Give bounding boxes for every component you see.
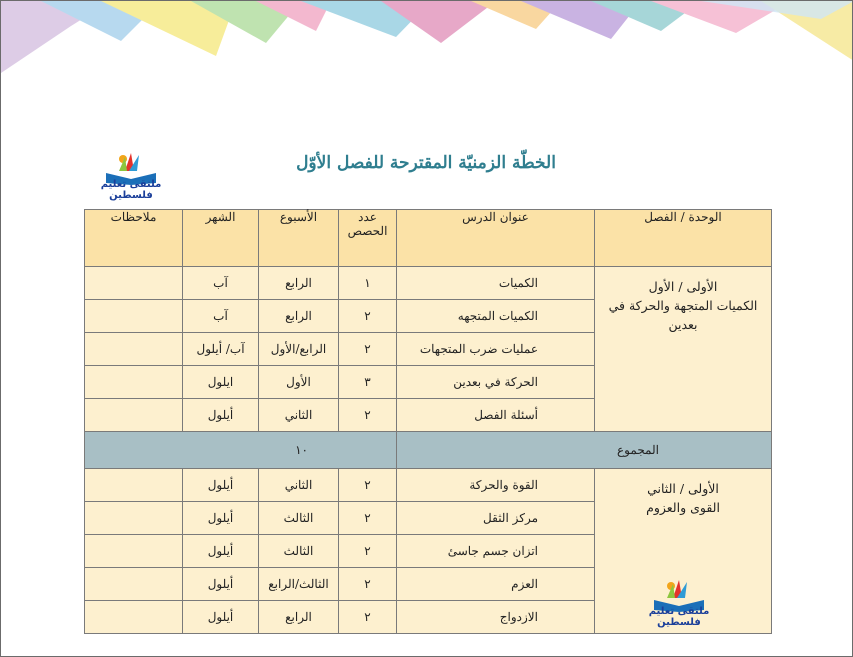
month-cell: أيلول — [183, 399, 259, 432]
lesson-cell: الازدواج — [397, 601, 595, 634]
header-count-line1: عدد — [358, 210, 377, 224]
month-cell: آب/ أيلول — [183, 333, 259, 366]
lesson-cell: الحركة في بعدين — [397, 366, 595, 399]
week-cell: الرابع — [259, 300, 339, 333]
schedule-table — [84, 209, 772, 634]
total-label: المجموع — [397, 432, 772, 469]
unit2-line1: الأولى / الثاني — [647, 481, 719, 496]
week-cell: الثالث — [259, 502, 339, 535]
notes-cell — [85, 469, 183, 502]
week-cell: الثاني — [259, 399, 339, 432]
unit1-line1: الأولى / الأول — [648, 279, 718, 294]
table-row — [85, 469, 772, 502]
count-cell: ٢ — [339, 300, 397, 333]
notes-cell — [85, 399, 183, 432]
notes-cell — [85, 568, 183, 601]
notes-cell — [85, 333, 183, 366]
total-row — [85, 432, 772, 469]
lesson-cell: اتزان جسم جاسئ — [397, 535, 595, 568]
header-week: الأسبوع — [259, 210, 339, 267]
month-cell: أيلول — [183, 535, 259, 568]
header-notes: ملاحظات — [85, 210, 183, 267]
week-cell: الرابع — [259, 601, 339, 634]
lesson-cell: الكميات — [397, 267, 595, 300]
count-cell: ٢ — [339, 502, 397, 535]
month-cell: آب — [183, 267, 259, 300]
header-month: الشهر — [183, 210, 259, 267]
month-cell: أيلول — [183, 502, 259, 535]
count-cell: ٢ — [339, 535, 397, 568]
page-title: الخطّة الزمنيّة المقترحة للفصل الأوّل — [296, 153, 556, 173]
header-count-line2: الحصص — [347, 224, 388, 238]
lesson-cell: الكميات المتجهه — [397, 300, 595, 333]
notes-cell — [85, 300, 183, 333]
count-cell: ٢ — [339, 601, 397, 634]
month-cell: أيلول — [183, 601, 259, 634]
header-count — [339, 210, 397, 267]
count-cell: ٢ — [339, 469, 397, 502]
month-cell: أيلول — [183, 469, 259, 502]
month-cell: آب — [183, 300, 259, 333]
decorative-banner — [1, 1, 853, 81]
lesson-cell: مركز الثقل — [397, 502, 595, 535]
count-cell: ٢ — [339, 333, 397, 366]
total-value: ١٠ — [85, 432, 397, 469]
forum-logo-watermark — [629, 576, 729, 628]
week-cell: الأول — [259, 366, 339, 399]
count-cell: ٣ — [339, 366, 397, 399]
header-row — [85, 210, 772, 267]
notes-cell — [85, 366, 183, 399]
lesson-cell: أسئلة الفصل — [397, 399, 595, 432]
lesson-cell: عمليات ضرب المتجهات — [397, 333, 595, 366]
count-cell: ٢ — [339, 568, 397, 601]
count-cell: ٢ — [339, 399, 397, 432]
week-cell: الثالث — [259, 535, 339, 568]
count-cell: ١ — [339, 267, 397, 300]
month-cell: ايلول — [183, 366, 259, 399]
table-row — [85, 267, 772, 300]
unit1-line2: الكميات المتجهة والحركة في — [608, 298, 758, 313]
lesson-cell: العزم — [397, 568, 595, 601]
week-cell: الثالث/الرابع — [259, 568, 339, 601]
unit-cell-1 — [595, 267, 772, 432]
unit1-line3: بعدين — [668, 317, 698, 332]
logo-text: ملتقى تعليم فلسطين — [100, 179, 162, 201]
logo-text-watermark: ملتقى تعليم فلسطين — [648, 606, 710, 628]
notes-cell — [85, 267, 183, 300]
month-cell: أيلول — [183, 568, 259, 601]
header-lesson: عنوان الدرس — [397, 210, 595, 267]
week-cell: الرابع — [259, 267, 339, 300]
notes-cell — [85, 601, 183, 634]
lesson-cell: القوة والحركة — [397, 469, 595, 502]
week-cell: الثاني — [259, 469, 339, 502]
forum-logo — [81, 149, 181, 201]
week-cell: الرابع/الأول — [259, 333, 339, 366]
notes-cell — [85, 502, 183, 535]
notes-cell — [85, 535, 183, 568]
header-unit: الوحدة / الفصل — [595, 210, 772, 267]
unit2-line2: القوى والعزوم — [646, 500, 720, 515]
